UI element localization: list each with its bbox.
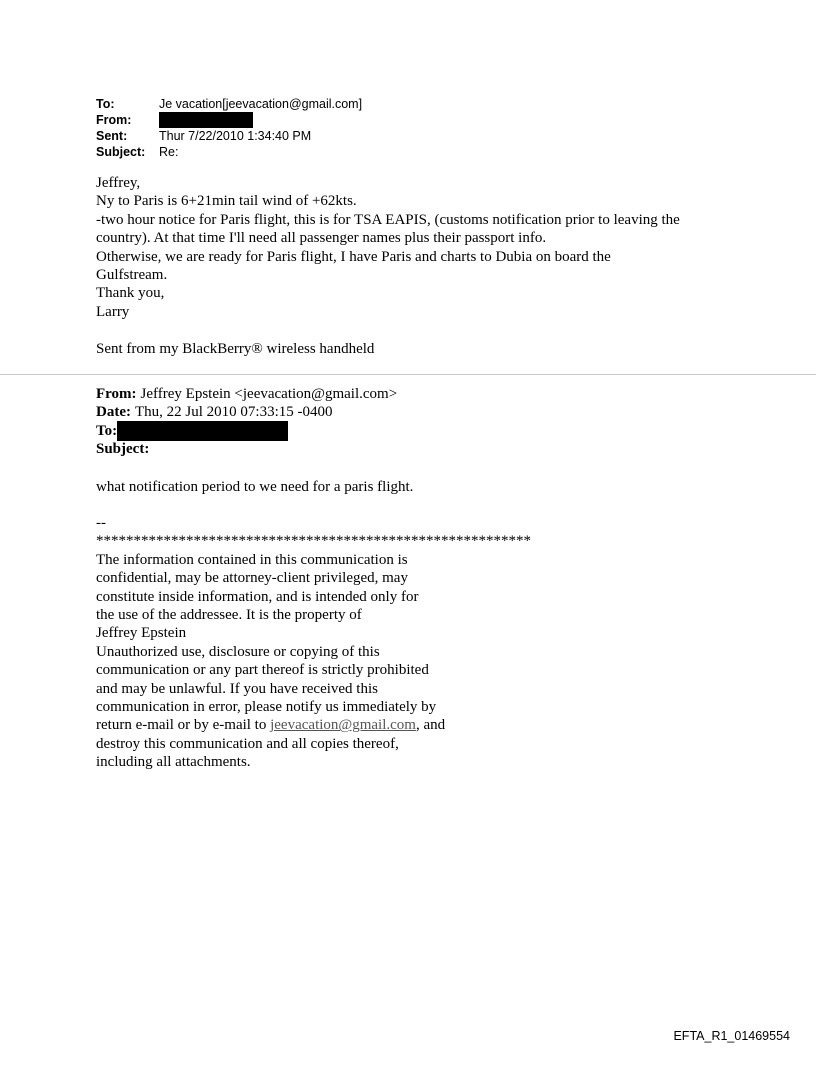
greeting: Jeffrey, xyxy=(96,175,141,191)
email-header xyxy=(96,96,362,160)
orig-to-row xyxy=(96,422,397,440)
sent-value: Thur 7/22/2010 1:34:40 PM xyxy=(159,129,312,143)
body-line: Larry xyxy=(96,303,130,320)
disclaimer-line: constitute inside information, and is intended only for xyxy=(96,588,419,605)
disclaimer-line: including all attachments. xyxy=(96,754,251,771)
subject-row xyxy=(96,144,362,160)
reply-body xyxy=(96,174,756,358)
disclaimer xyxy=(96,514,596,772)
orig-from-row xyxy=(96,385,397,403)
to-value: Je vacation[jeevacation@gmail.com] xyxy=(159,97,363,111)
orig-date-value: Thu, 22 Jul 2010 07:33:15 -0400 xyxy=(134,404,333,421)
orig-subject-row xyxy=(96,440,397,458)
orig-subject-label: Subject: xyxy=(96,441,150,458)
subject-label: Subject: xyxy=(96,145,146,159)
to-label: To: xyxy=(96,97,115,111)
sig-stars: ********************************************************** xyxy=(96,533,531,550)
original-message: what notification period to we need for a paris flight. xyxy=(96,479,414,495)
to-row xyxy=(96,96,362,112)
body-line: Thank you, xyxy=(96,285,165,302)
original-header xyxy=(96,385,397,459)
disclaimer-line: Jeffrey Epstein xyxy=(96,625,187,642)
disclaimer-line: The information contained in this communication is xyxy=(96,551,408,568)
redaction-bar xyxy=(159,112,253,128)
disclaimer-line: Unauthorized use, disclosure or copying of this xyxy=(96,643,380,660)
orig-from-value: Jeffrey Epstein <jeevacation@gmail.com> xyxy=(140,386,398,402)
disclaimer-line: communication in error, please notify us immediately by xyxy=(96,699,437,716)
sent-row xyxy=(96,128,362,144)
disclaimer-line: and may be unlawful. If you have received this xyxy=(96,680,378,697)
orig-to-label: To: xyxy=(96,422,118,439)
orig-date-row xyxy=(96,403,397,421)
body-line: Gulfstream. xyxy=(96,267,168,284)
sent-label: Sent: xyxy=(96,129,128,143)
divider xyxy=(0,374,816,375)
body-line: Ny to Paris is 6+21min tail wind of +62kts. xyxy=(96,193,357,210)
email-link[interactable]: jeevacation@gmail.com xyxy=(270,717,416,734)
document-id: EFTA_R1_01469554 xyxy=(673,1029,790,1043)
disclaimer-line: communication or any part thereof is strictly prohibited xyxy=(96,662,429,679)
return-prefix: return e-mail or by e-mail to xyxy=(96,717,271,734)
disclaimer-line: the use of the addressee. It is the property of xyxy=(96,607,362,624)
sent-from-line: Sent from my BlackBerry® wireless handheld xyxy=(96,340,375,357)
from-row xyxy=(96,112,362,128)
orig-date-label: Date: xyxy=(96,404,131,421)
body-line: country). At that time I'll need all passenger names plus their passport info. xyxy=(96,230,547,247)
disclaimer-line: destroy this communication and all copies thereof, xyxy=(96,735,399,752)
return-suffix: , and xyxy=(415,717,446,734)
disclaimer-line: confidential, may be attorney-client privileged, may xyxy=(96,570,408,587)
from-label: From: xyxy=(96,113,132,127)
redaction-bar xyxy=(117,421,288,441)
orig-from-label: From: xyxy=(96,386,137,402)
body-line: -two hour notice for Paris flight, this is for TSA EAPIS, (customs notification prior to leaving the xyxy=(96,211,680,228)
subject-value: Re: xyxy=(159,145,179,159)
body-line: Otherwise, we are ready for Paris flight, I have Paris and charts to Dubia on board the xyxy=(96,248,611,265)
sig-dashes: -- xyxy=(96,515,106,531)
disclaimer-line-with-link xyxy=(96,716,596,734)
